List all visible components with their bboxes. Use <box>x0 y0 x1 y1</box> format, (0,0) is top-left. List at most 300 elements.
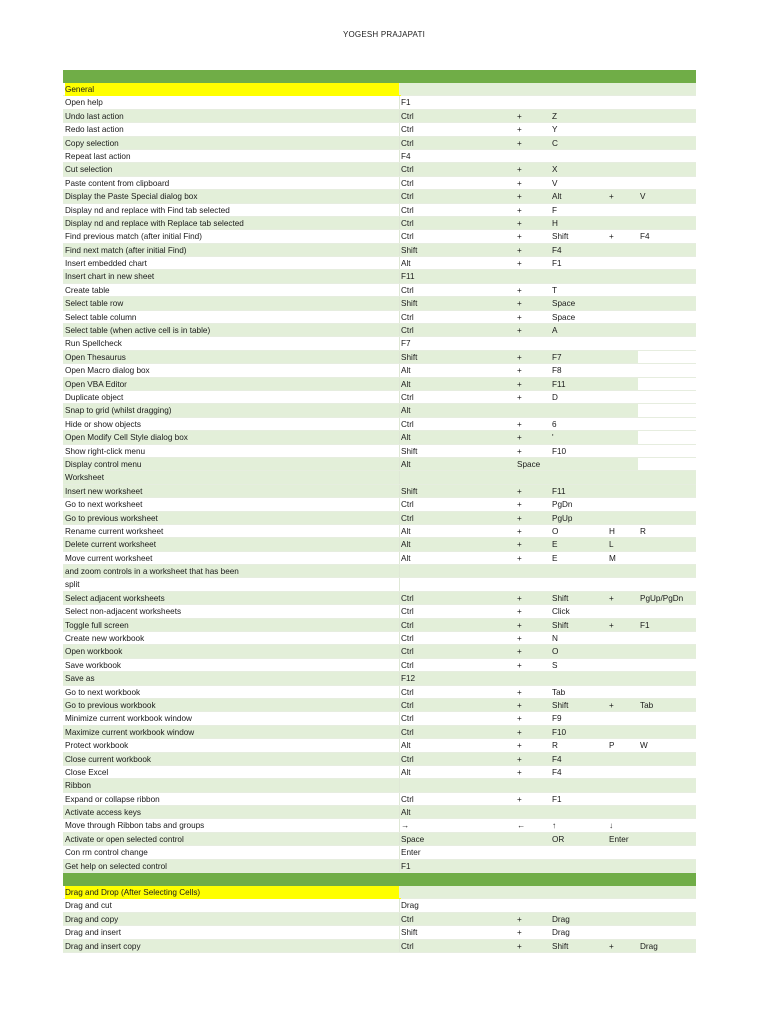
shortcut-row <box>63 190 696 203</box>
column-divider <box>399 726 400 738</box>
shortcut-key: + <box>517 352 522 362</box>
shortcut-key: + <box>517 326 522 336</box>
shortcut-action: Drag and cut <box>65 901 112 911</box>
shortcut-key: F12 <box>401 674 416 684</box>
shortcut-key: + <box>517 647 522 657</box>
shortcut-key: + <box>517 540 522 550</box>
column-divider <box>399 190 400 202</box>
shortcut-row <box>63 485 696 498</box>
shortcut-key: Drag <box>552 914 570 924</box>
shortcut-action: Select adjacent worksheets <box>65 593 165 603</box>
shortcut-row <box>63 418 696 431</box>
shortcut-action: Go to next workbook <box>65 687 141 697</box>
column-divider <box>399 766 400 778</box>
shortcut-action: Move through Ribbon tabs and groups <box>65 821 205 831</box>
shortcut-key: + <box>609 593 614 603</box>
shortcut-key: + <box>517 513 522 523</box>
column-divider <box>399 204 400 216</box>
shortcut-key: Shift <box>552 700 569 710</box>
shortcut-key: Shift <box>401 352 418 362</box>
shortcut-key: Ctrl <box>401 178 414 188</box>
column-divider <box>399 163 400 175</box>
shortcut-key: Alt <box>401 379 411 389</box>
shortcut-key: Ctrl <box>401 138 414 148</box>
shortcut-row <box>63 538 696 551</box>
shortcut-action: Select table (when active cell is in table) <box>65 326 211 336</box>
shortcut-key: Drag <box>552 928 570 938</box>
shortcut-action: Find next match (after initial Find) <box>65 245 187 255</box>
shortcut-key: + <box>517 392 522 402</box>
shortcut-key: F1 <box>640 620 650 630</box>
shortcut-key: W <box>640 741 648 751</box>
shortcut-row <box>63 940 696 953</box>
shortcut-key: + <box>517 914 522 924</box>
shortcut-key: F9 <box>552 714 562 724</box>
shortcut-action: Close Excel <box>65 767 109 777</box>
shortcut-key: Drag <box>640 941 658 951</box>
shortcut-key: F4 <box>552 245 562 255</box>
column-divider <box>399 337 400 349</box>
shortcut-key: Ctrl <box>401 647 414 657</box>
column-divider <box>399 110 400 122</box>
column-divider <box>399 404 400 416</box>
shortcut-row <box>63 110 696 123</box>
shortcut-key: + <box>517 700 522 710</box>
shortcut-action: Worksheet <box>65 473 104 483</box>
shortcut-action: Create table <box>65 285 110 295</box>
column-divider <box>399 846 400 858</box>
column-divider <box>399 498 400 510</box>
shortcut-action: Show right-click menu <box>65 446 146 456</box>
shortcut-key: + <box>517 941 522 951</box>
shortcut-key: L <box>609 540 614 550</box>
column-divider <box>399 672 400 684</box>
shortcut-key: Ctrl <box>401 312 414 322</box>
shortcut-row <box>63 726 696 739</box>
shortcut-key: + <box>609 700 614 710</box>
column-divider <box>399 324 400 336</box>
shortcut-row <box>63 137 696 150</box>
shortcut-key: F4 <box>552 754 562 764</box>
shortcut-key: Click <box>552 607 570 617</box>
shortcut-key: + <box>517 312 522 322</box>
shortcut-row <box>63 458 696 471</box>
shortcut-key: PgUp <box>552 513 573 523</box>
shortcut-key: Ctrl <box>401 727 414 737</box>
shortcut-action: Display nd and replace with Replace tab selected <box>65 218 244 228</box>
section-title: Drag and Drop (After Selecting Cells) <box>65 886 401 899</box>
column-divider <box>399 686 400 698</box>
shortcut-row <box>63 351 696 364</box>
shortcut-row <box>63 819 696 832</box>
shortcut-action: Minimize current workbook window <box>65 714 192 724</box>
shortcut-key: Ctrl <box>401 165 414 175</box>
shortcut-key: Ctrl <box>401 687 414 697</box>
shortcut-row <box>63 605 696 618</box>
shortcut-action: Insert chart in new sheet <box>65 272 155 282</box>
shortcut-key: Shift <box>401 486 418 496</box>
column-divider <box>399 645 400 657</box>
shortcut-key: + <box>517 299 522 309</box>
shortcut-key: Alt <box>401 741 411 751</box>
column-divider <box>399 538 400 550</box>
column-divider <box>399 565 400 577</box>
shortcut-key: + <box>517 526 522 536</box>
shortcut-key: Ctrl <box>401 634 414 644</box>
column-divider <box>399 418 400 430</box>
shortcut-key: R <box>552 741 558 751</box>
shortcut-key: Z <box>552 111 558 121</box>
shortcut-row <box>63 899 696 912</box>
shortcut-action: Rename current worksheet <box>65 526 164 536</box>
column-divider <box>399 833 400 845</box>
shortcut-key: Alt <box>401 433 411 443</box>
shortcut-action: Toggle full screen <box>65 620 129 630</box>
column-divider <box>399 311 400 323</box>
shortcut-action: Select table row <box>65 299 124 309</box>
shortcut-key: F11 <box>552 379 566 389</box>
shortcut-row <box>63 364 696 377</box>
shortcut-key: H <box>552 218 558 228</box>
shortcut-key: V <box>640 192 646 202</box>
shortcut-key: Shift <box>401 928 418 938</box>
shortcut-action: Go to next worksheet <box>65 500 143 510</box>
shortcut-row <box>63 779 696 792</box>
shortcut-key: Space <box>552 299 576 309</box>
shortcut-row <box>63 672 696 685</box>
shortcut-key: Shift <box>552 232 569 242</box>
shortcut-key: OR <box>552 834 565 844</box>
shortcut-key: Alt <box>401 526 411 536</box>
shortcut-row <box>63 244 696 257</box>
shortcut-key: F4 <box>552 767 562 777</box>
shortcut-key: + <box>609 232 614 242</box>
shortcut-row <box>63 833 696 846</box>
shortcut-action: Move current worksheet <box>65 553 153 563</box>
shortcut-key: F7 <box>401 339 411 349</box>
shortcut-action: Open Thesaurus <box>65 352 126 362</box>
shortcut-row <box>63 378 696 391</box>
shortcut-key: + <box>517 714 522 724</box>
shortcut-key: + <box>517 165 522 175</box>
shortcut-key: Ctrl <box>401 192 414 202</box>
section-title-fill <box>399 83 696 95</box>
shortcut-action: Go to previous workbook <box>65 700 156 710</box>
shortcut-action: Open Macro dialog box <box>65 366 150 376</box>
shortcut-action: Expand or collapse ribbon <box>65 794 160 804</box>
shortcut-key: Ctrl <box>401 593 414 603</box>
page-header: YOGESH PRAJAPATI <box>342 30 426 39</box>
column-divider <box>399 431 400 443</box>
column-divider <box>399 605 400 617</box>
shortcut-key: Ctrl <box>401 714 414 724</box>
column-divider <box>399 659 400 671</box>
shortcut-row <box>63 284 696 297</box>
shortcut-row <box>63 257 696 270</box>
column-divider <box>399 471 400 483</box>
shortcut-key: Ctrl <box>401 392 414 402</box>
shortcut-key: + <box>517 419 522 429</box>
shortcut-key: F11 <box>552 486 566 496</box>
shortcut-row <box>63 270 696 283</box>
shortcut-row <box>63 525 696 538</box>
shortcut-row <box>63 96 696 109</box>
shortcut-key: P <box>609 741 615 751</box>
shortcut-key: M <box>609 553 616 563</box>
column-divider <box>399 458 400 470</box>
shortcut-key: PgUp/PgDn <box>640 593 684 603</box>
shortcut-key: X <box>552 165 558 175</box>
shortcut-key: Ctrl <box>401 500 414 510</box>
shortcut-action: Open VBA Editor <box>65 379 127 389</box>
shortcut-key: Ctrl <box>401 914 414 924</box>
shortcut-key: Alt <box>401 767 411 777</box>
shortcut-key: Shift <box>401 245 418 255</box>
shortcut-row <box>63 297 696 310</box>
shortcut-key: + <box>517 379 522 389</box>
shortcut-row <box>63 712 696 725</box>
shortcut-key: + <box>517 634 522 644</box>
column-divider <box>399 230 400 242</box>
shortcut-key: + <box>517 727 522 737</box>
column-divider <box>399 578 400 590</box>
shortcut-key: Space <box>401 834 425 844</box>
shortcut-action: Save workbook <box>65 660 121 670</box>
shortcut-row <box>63 311 696 324</box>
shortcut-key: Drag <box>401 901 419 911</box>
shortcut-key: A <box>552 326 558 336</box>
shortcut-key: Ctrl <box>401 607 414 617</box>
shortcut-row <box>63 860 696 873</box>
shortcut-key: F1 <box>401 98 411 108</box>
column-divider <box>399 806 400 818</box>
section-title-row <box>63 886 696 899</box>
shortcut-action: Select table column <box>65 312 137 322</box>
shortcut-key: E <box>552 540 558 550</box>
shortcut-key: Alt <box>401 459 411 469</box>
shortcut-action: Close current workbook <box>65 754 152 764</box>
shortcut-key: V <box>552 178 558 188</box>
shortcut-key: + <box>517 928 522 938</box>
shortcut-action: and zoom controls in a worksheet that has been <box>65 567 239 577</box>
shortcut-key: Space <box>552 312 576 322</box>
shortcut-key: F11 <box>401 272 415 282</box>
column-divider <box>399 391 400 403</box>
column-divider <box>399 619 400 631</box>
shortcut-key: O <box>552 647 559 657</box>
shortcut-action: Protect workbook <box>65 741 129 751</box>
shortcut-action: split <box>65 580 80 590</box>
shortcut-key: PgDn <box>552 500 573 510</box>
shortcut-key: Alt <box>552 192 562 202</box>
shortcut-key: + <box>609 192 614 202</box>
section-title: General <box>65 83 401 96</box>
shortcut-row <box>63 659 696 672</box>
shortcut-key: + <box>517 111 522 121</box>
column-divider <box>399 913 400 925</box>
shortcut-row <box>63 404 696 417</box>
shortcut-key: Ctrl <box>401 285 414 295</box>
shortcut-key: + <box>517 245 522 255</box>
shortcut-key: F10 <box>552 446 567 456</box>
shortcut-action: Open workbook <box>65 647 123 657</box>
column-divider <box>399 123 400 135</box>
shortcut-key: + <box>517 433 522 443</box>
column-divider <box>399 632 400 644</box>
shortcut-key: Ctrl <box>401 326 414 336</box>
shortcut-action: Select non-adjacent worksheets <box>65 607 182 617</box>
shortcut-action: Get help on selected control <box>65 861 167 871</box>
shortcut-row <box>63 766 696 779</box>
shortcut-key: Ctrl <box>401 941 414 951</box>
shortcut-key: F1 <box>401 861 411 871</box>
shortcut-row <box>63 431 696 444</box>
shortcut-key: + <box>517 593 522 603</box>
column-divider <box>399 899 400 911</box>
shortcut-row <box>63 686 696 699</box>
column-divider <box>399 699 400 711</box>
shortcut-row <box>63 753 696 766</box>
shortcut-key: F1 <box>552 794 562 804</box>
shortcut-row <box>63 471 696 484</box>
shortcut-row <box>63 498 696 511</box>
shortcut-action: Save as <box>65 674 95 684</box>
column-divider <box>399 485 400 497</box>
shortcut-key: Shift <box>401 446 418 456</box>
shortcut-key: Ctrl <box>401 419 414 429</box>
shortcut-key: → <box>401 821 410 831</box>
shortcut-row <box>63 150 696 163</box>
shortcut-key: + <box>517 553 522 563</box>
shortcut-action: Repeat last action <box>65 151 131 161</box>
column-divider <box>399 779 400 791</box>
column-divider <box>399 445 400 457</box>
shortcut-key: Alt <box>401 540 411 550</box>
shortcut-key: Shift <box>552 941 569 951</box>
shortcut-key: + <box>517 192 522 202</box>
shortcut-action: Duplicate object <box>65 392 124 402</box>
section-bar <box>63 70 696 83</box>
shortcut-key: Ctrl <box>401 620 414 630</box>
shortcut-key: + <box>517 794 522 804</box>
shortcut-action: Go to previous worksheet <box>65 513 158 523</box>
shortcut-key: Ctrl <box>401 754 414 764</box>
shortcut-row <box>63 632 696 645</box>
shortcut-action: Create new workbook <box>65 634 145 644</box>
shortcut-row <box>63 619 696 632</box>
shortcut-key: ← <box>517 821 526 831</box>
shortcut-key: Enter <box>609 834 629 844</box>
shortcut-action: Insert new worksheet <box>65 486 143 496</box>
shortcut-action: Copy selection <box>65 138 119 148</box>
shortcut-action: Find previous match (after initial Find) <box>65 232 202 242</box>
column-divider <box>399 793 400 805</box>
shortcut-row <box>63 512 696 525</box>
shortcut-row <box>63 806 696 819</box>
shortcut-key: Ctrl <box>401 205 414 215</box>
column-divider <box>399 753 400 765</box>
column-divider <box>399 552 400 564</box>
shortcut-key: F <box>552 205 558 215</box>
column-divider <box>399 217 400 229</box>
shortcut-action: Delete current worksheet <box>65 540 157 550</box>
shortcut-row <box>63 565 696 578</box>
shortcut-key: E <box>552 553 558 563</box>
shortcut-row <box>63 578 696 591</box>
shortcut-key: + <box>517 178 522 188</box>
shortcut-action: Hide or show objects <box>65 419 141 429</box>
shortcut-row <box>63 391 696 404</box>
shortcut-action: Drag and copy <box>65 914 119 924</box>
shortcut-key: + <box>517 660 522 670</box>
shortcut-action: Display control menu <box>65 459 142 469</box>
shortcut-key: Ctrl <box>401 232 414 242</box>
shortcut-key: F10 <box>552 727 567 737</box>
column-divider <box>399 297 400 309</box>
shortcut-action: Snap to grid (whilst dragging) <box>65 406 172 416</box>
shortcut-key: Ctrl <box>401 794 414 804</box>
shortcut-key: ↑ <box>552 821 557 831</box>
shortcut-key: + <box>609 620 614 630</box>
shortcut-key: F4 <box>401 151 411 161</box>
shortcut-action: Undo last action <box>65 111 124 121</box>
shortcut-key: Alt <box>401 259 411 269</box>
shortcut-action: Ribbon <box>65 781 91 791</box>
section-title-row <box>63 83 696 96</box>
shortcut-key: F1 <box>552 259 562 269</box>
column-divider <box>399 284 400 296</box>
shortcut-action: Insert embedded chart <box>65 259 147 269</box>
shortcut-key: + <box>517 125 522 135</box>
column-divider <box>399 592 400 604</box>
column-divider <box>399 364 400 376</box>
shortcut-row <box>63 230 696 243</box>
shortcut-action: Drag and insert <box>65 928 121 938</box>
shortcut-key: + <box>517 607 522 617</box>
shortcut-key: C <box>552 138 558 148</box>
column-divider <box>399 150 400 162</box>
column-divider <box>399 940 400 952</box>
column-divider <box>399 525 400 537</box>
shortcut-key: Alt <box>401 366 411 376</box>
shortcut-key: + <box>517 500 522 510</box>
shortcut-key: + <box>517 232 522 242</box>
shortcut-row <box>63 926 696 939</box>
column-divider <box>399 257 400 269</box>
shortcut-key: 6 <box>552 419 557 429</box>
shortcut-key: + <box>517 741 522 751</box>
shortcut-key: ↓ <box>609 821 614 831</box>
shortcut-action: Display the Paste Special dialog box <box>65 192 198 202</box>
shortcut-row <box>63 846 696 859</box>
shortcut-key: T <box>552 285 558 295</box>
shortcut-key: + <box>517 218 522 228</box>
shortcut-key: + <box>517 285 522 295</box>
shortcut-row <box>63 123 696 136</box>
shortcut-key: N <box>552 634 558 644</box>
shortcut-row <box>63 699 696 712</box>
shortcut-action: Paste content from clipboard <box>65 178 170 188</box>
shortcut-key: + <box>517 687 522 697</box>
shortcut-row <box>63 177 696 190</box>
column-divider <box>399 739 400 751</box>
shortcut-action: Drag and insert copy <box>65 941 141 951</box>
shortcut-action: Cut selection <box>65 165 113 175</box>
shortcut-row <box>63 552 696 565</box>
column-divider <box>399 512 400 524</box>
shortcut-row <box>63 592 696 605</box>
shortcut-key: Tab <box>552 687 566 697</box>
